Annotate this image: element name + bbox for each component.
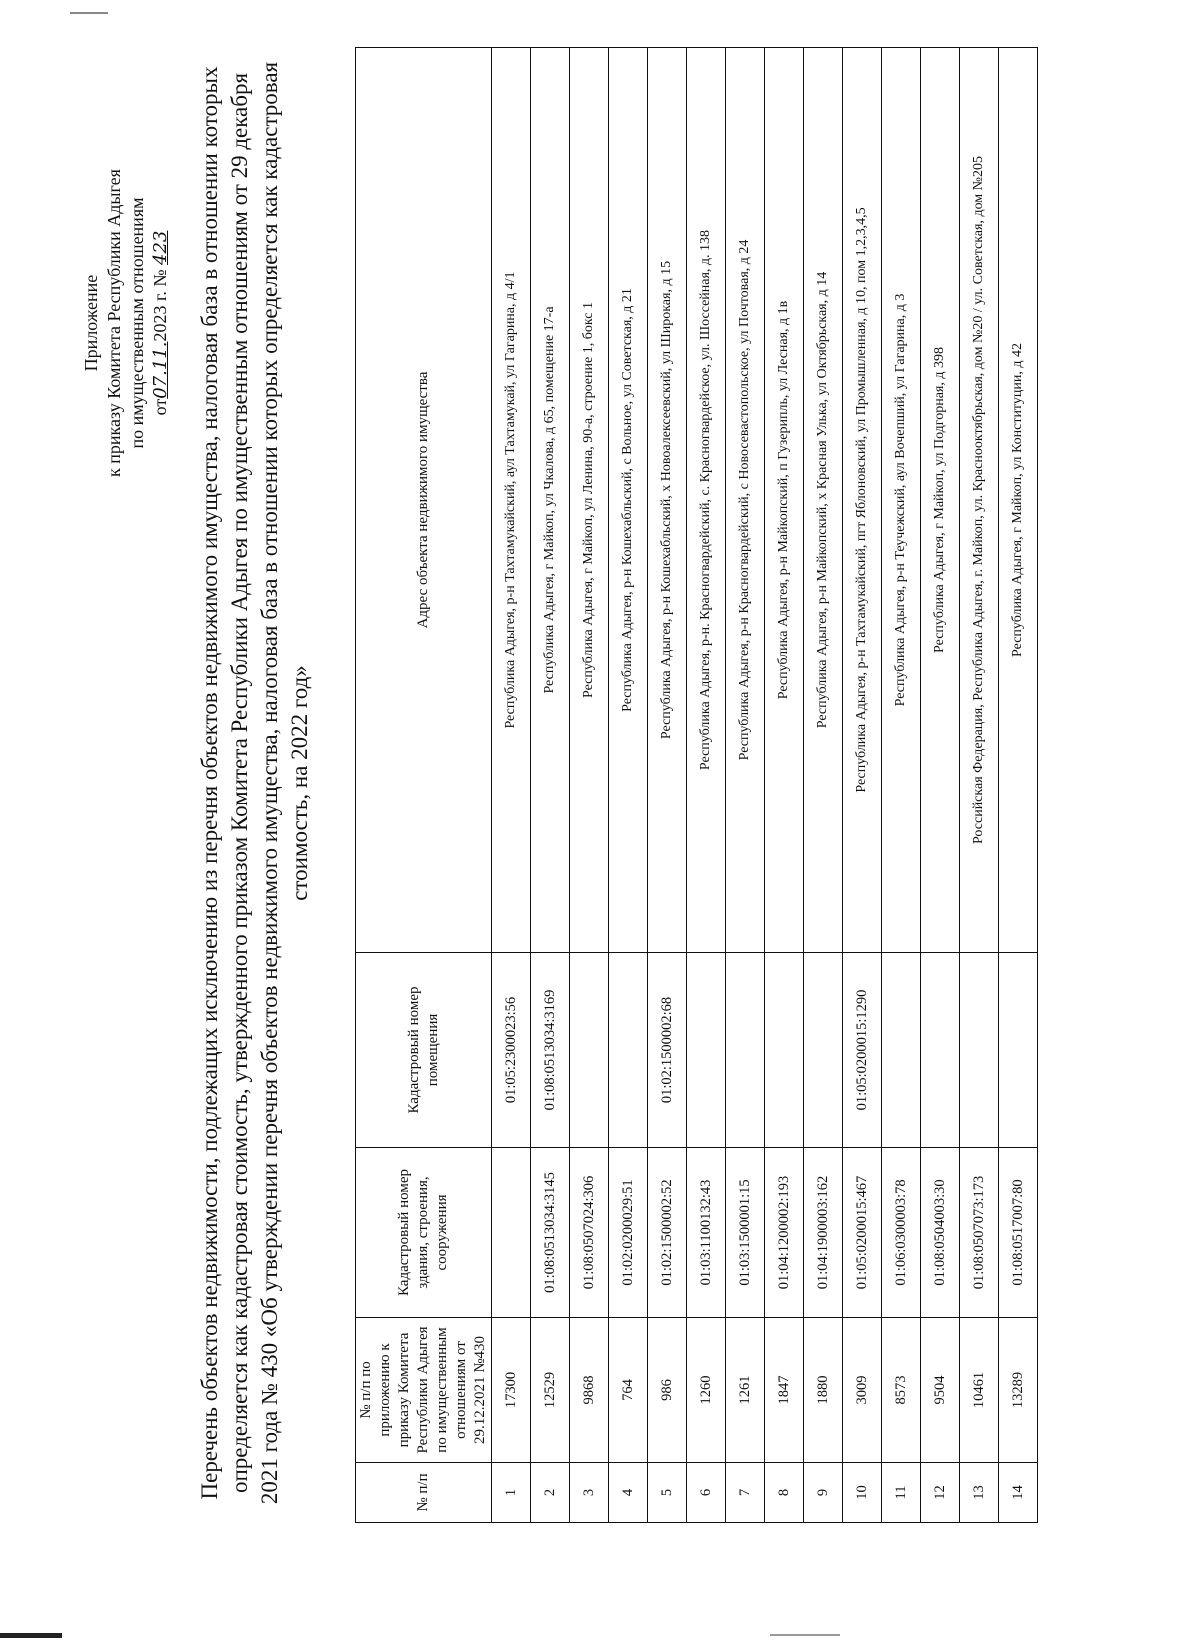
cell-address: Республика Адыгея, г Майкоп, ул Конституции, д 42 xyxy=(999,48,1038,953)
cell-address: Республика Адыгея, г Майкоп, ул Ленина, 90-а, строение 1, бокс 1 xyxy=(570,48,609,953)
property-table xyxy=(355,47,1038,1523)
header-address: Адрес объекта недвижимого имущества xyxy=(356,48,492,953)
cell-address: Республика Адыгея, г Майкоп, ул Чкалова, д 65, помещение 17-а xyxy=(531,48,570,953)
cell-address: Республика Адыгея, р-н Майкопский, п Гузерипль, ул Лесная, д 1в xyxy=(765,48,804,953)
cell-building-cadastral: 01:08:0517007:80 xyxy=(999,1148,1038,1318)
cell-original-number: 9504 xyxy=(921,1318,960,1463)
cell-number: 13 xyxy=(960,1463,999,1523)
appendix-line-2: к приказу Комитета Республики Адыгея xyxy=(104,169,124,477)
cell-number: 12 xyxy=(921,1463,960,1523)
cell-premises-cadastral: 01:08:0513034:3169 xyxy=(531,953,570,1148)
table-row xyxy=(492,48,531,1523)
cell-premises-cadastral: 01:05:0200015:1290 xyxy=(843,953,882,1148)
cell-premises-cadastral xyxy=(726,953,765,1148)
table-row xyxy=(882,48,921,1523)
cell-original-number: 10461 xyxy=(960,1318,999,1463)
table-row xyxy=(921,48,960,1523)
cell-original-number: 764 xyxy=(609,1318,648,1463)
cell-premises-cadastral xyxy=(570,953,609,1148)
appendix-header xyxy=(80,63,172,583)
cell-original-number: 13289 xyxy=(999,1318,1038,1463)
cell-building-cadastral: 01:02:1500002:52 xyxy=(648,1148,687,1318)
cell-original-number: 986 xyxy=(648,1318,687,1463)
cell-number: 7 xyxy=(726,1463,765,1523)
cell-premises-cadastral xyxy=(804,953,843,1148)
cell-number: 9 xyxy=(804,1463,843,1523)
cell-building-cadastral: 01:02:0200029:51 xyxy=(609,1148,648,1318)
table-row xyxy=(687,48,726,1523)
table-row xyxy=(570,48,609,1523)
table-row xyxy=(804,48,843,1523)
table-row xyxy=(531,48,570,1523)
cell-number: 8 xyxy=(765,1463,804,1523)
cell-premises-cadastral: 01:05:2300023:56 xyxy=(492,953,531,1148)
cell-building-cadastral: 01:04:1200002:193 xyxy=(765,1148,804,1318)
cell-premises-cadastral: 01:02:1500002:68 xyxy=(648,953,687,1148)
appendix-line-3: по имущественным отношениям xyxy=(127,197,147,449)
cell-building-cadastral xyxy=(492,1148,531,1318)
cell-address: Республика Адыгея, р-н Кошехабльский, с Вольное, ул Советская, д 21 xyxy=(609,48,648,953)
cell-address: Республика Адыгея, р-н Тахтамукайский, пгт Яблоновский, ул Промышленная, д 10, пом 1,2,3,4,5 xyxy=(843,48,882,953)
header-premises-cadastral: Кадастровый номер помещения xyxy=(356,953,492,1148)
header-original-number: № п/п по приложению к приказу Комитета Республики Адыгея по имущественным отношениям от 29.12.2021 №430 xyxy=(356,1318,492,1463)
cell-building-cadastral: 01:06:0300003:78 xyxy=(882,1148,921,1318)
table-row xyxy=(765,48,804,1523)
date-prefix: от xyxy=(150,398,170,416)
cell-building-cadastral: 01:08:0507073:173 xyxy=(960,1148,999,1318)
cell-building-cadastral: 01:08:0504003:30 xyxy=(921,1148,960,1318)
handwritten-date: 07.11. xyxy=(150,341,171,399)
cell-original-number: 1260 xyxy=(687,1318,726,1463)
table-row xyxy=(960,48,999,1523)
appendix-line-1: Приложение xyxy=(81,274,101,372)
cell-number: 3 xyxy=(570,1463,609,1523)
cell-address: Республика Адыгея, р-н Красногвардейский, с Новосевастопольское, ул Почтовая, д 24 xyxy=(726,48,765,953)
cell-building-cadastral: 01:03:1500001:15 xyxy=(726,1148,765,1318)
cell-address: Республика Адыгея, р-н Майкопский, х Красная Улька, ул Октябрьская, д 14 xyxy=(804,48,843,953)
cell-premises-cadastral xyxy=(765,953,804,1148)
cell-building-cadastral: 01:08:0513034:3145 xyxy=(531,1148,570,1318)
cell-building-cadastral: 01:05:0200015:467 xyxy=(843,1148,882,1318)
cell-number: 14 xyxy=(999,1463,1038,1523)
cell-number: 2 xyxy=(531,1463,570,1523)
cell-address: Республика Адыгея, г Майкоп, ул Подгорная, д 398 xyxy=(921,48,960,953)
document-title: Перечень объектов недвижимости, подлежащих исключению из перечня объектов недвижимого имущества, налоговая база в отношении которых определяется как кадастровая стоимость, утвержденного приказом Комитета Республики Адыгея по имущественным отношениям от 29 декабря 2021 года № 430 «Об утверждении перечня объектов недвижимого имущества, налоговая база в отношении которых определяется как кадастровая стоимость, на 2022 год» xyxy=(197,61,312,1505)
appendix-line-4 xyxy=(149,63,172,583)
cell-premises-cadastral xyxy=(882,953,921,1148)
cell-original-number: 12529 xyxy=(531,1318,570,1463)
cell-premises-cadastral xyxy=(960,953,999,1148)
header-row-number: № п/п xyxy=(356,1463,492,1523)
cell-address: Республика Адыгея, р-н Теучежский, аул Вочепший, ул Гагарина, д 3 xyxy=(882,48,921,953)
table-header-row xyxy=(356,48,492,1523)
cell-address: Республика Адыгея, р-н Тахтамукайский, аул Тахтамукай, ул Гагарина, д 4/1 xyxy=(492,48,531,953)
table-row xyxy=(726,48,765,1523)
cell-number: 4 xyxy=(609,1463,648,1523)
table-row xyxy=(648,48,687,1523)
cell-original-number: 1847 xyxy=(765,1318,804,1463)
cell-original-number: 9868 xyxy=(570,1318,609,1463)
cell-building-cadastral: 01:08:0507024:306 xyxy=(570,1148,609,1318)
cell-premises-cadastral xyxy=(609,953,648,1148)
table-row xyxy=(609,48,648,1523)
handwritten-order-number: 423 xyxy=(150,230,171,265)
cell-building-cadastral: 01:04:1900003:162 xyxy=(804,1148,843,1318)
cell-number: 10 xyxy=(843,1463,882,1523)
cell-original-number: 3009 xyxy=(843,1318,882,1463)
cell-number: 1 xyxy=(492,1463,531,1523)
cell-number: 11 xyxy=(882,1463,921,1523)
year-and-number-label: 2023 г. № xyxy=(150,269,170,342)
cell-premises-cadastral xyxy=(999,953,1038,1148)
cell-premises-cadastral xyxy=(921,953,960,1148)
cell-address: Республика Адыгея, р-н. Красногвардейский, с. Красногвардейское, ул. Шоссейная, д. 138 xyxy=(687,48,726,953)
cell-building-cadastral: 01:03:1100132:43 xyxy=(687,1148,726,1318)
cell-original-number: 1880 xyxy=(804,1318,843,1463)
cell-address: Российская Федерация, Республика Адыгея, г. Майкоп, ул. Краснооктябрьская, дом №20 / ул. Советская, дом №205 xyxy=(960,48,999,953)
table-row xyxy=(999,48,1038,1523)
cell-number: 6 xyxy=(687,1463,726,1523)
table-row xyxy=(843,48,882,1523)
cell-address: Республика Адыгея, р-н Кошехабльский, х Новоалексеевский, ул Широкая, д 15 xyxy=(648,48,687,953)
cell-original-number: 1261 xyxy=(726,1318,765,1463)
cell-premises-cadastral xyxy=(687,953,726,1148)
header-building-cadastral: Кадастровый номер здания, строения, сооружения xyxy=(356,1148,492,1318)
cell-original-number: 8573 xyxy=(882,1318,921,1463)
cell-number: 5 xyxy=(648,1463,687,1523)
cell-original-number: 17300 xyxy=(492,1318,531,1463)
